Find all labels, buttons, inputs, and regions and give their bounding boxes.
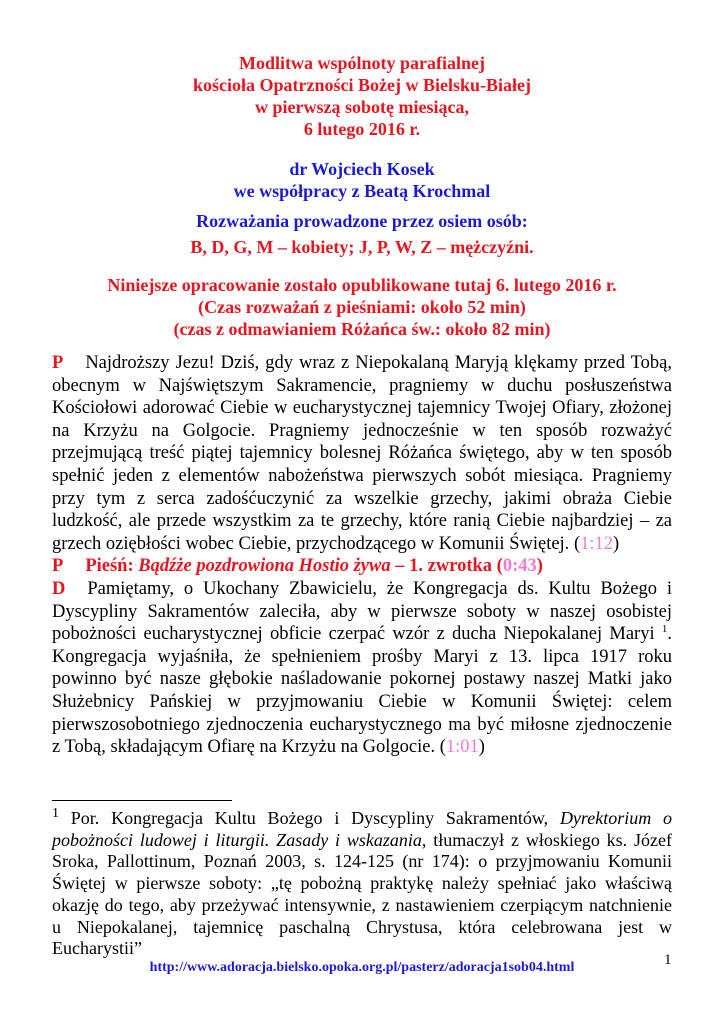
title-line-3: w pierwszą sobotę miesiąca, bbox=[255, 97, 469, 117]
footer-url-link[interactable]: http://www.adoracja.bielsko.opoka.org.pl/pasterz/adoracja1sob04.html bbox=[149, 960, 575, 975]
body-text bbox=[52, 352, 672, 759]
song-prefix: Pieśń: bbox=[85, 556, 134, 577]
song-suffix: – 1. zwrotka bbox=[395, 556, 493, 577]
publication-line-1: Niniejsze opracowanie zostało opublikowane tutaj 6. lutego 2016 r. bbox=[107, 275, 617, 295]
paragraph-text-a: Pamiętamy, o Ukochany Zbawicielu, że Kongregacja ds. Kultu Bożego i Dyscypliny Sakramentów zaleciła, aby w pierwsze soboty w naszej osobistej pobożności eucharystycznej obficie czerpać wzór z ducha Niepokalanej Maryi bbox=[52, 578, 672, 645]
paragraph-text: Najdroższy Jezu! Dziś, gdy wraz z Niepokalaną Maryją klękamy przed Tobą, obecnym w Najświętszym Sakramencie, pragniemy w duchu posłuszeństwa Kościołowi adorować Ciebie w eucharystycznej tajemnicy Twojej Ofiary, złożonej na Krzyżu na Golgocie. Pragniemy jednocześnie w ten sposób rozważyć przejmującą treść piątej tajemnicy bolesnej Różańca świętego, aby w ten sposób spełnić jeden z elementów nabożeństwa pierwszych sobót miesiąca. Pragniemy przy tym z serca zadośćuczynić za wszelkie grzechy, jakimi obraża Ciebie ludzkość, ale przede wszystkim za te grzechy, które ranią Ciebie najbardziej – za grzech oziębłości wobec Ciebie, przychodzącego w Komunii Świętej. bbox=[52, 353, 672, 554]
publication-info bbox=[40, 274, 684, 340]
footnote-text-a: Por. Kongregacja Kultu Bożego i Dyscypliny Sakramentów, bbox=[70, 808, 549, 828]
paragraph-text-b: . Kongregacja wyjaśniła, że spełnieniem prośby Maryi z 13. lipca 1917 roku powinno być nasze głębokie naśladowanie pokornej postawy naszej Matki jako Służebnicy Pańskiej w przyjmowaniu Ciebie w Komunii Świętej: celem pierwszosobotniego zjednoczenia eucharystycznego ma być miłosne zjednoczenie z Tobą, składającym Ofiarę na Krzyżu na Golgocie. bbox=[52, 624, 673, 758]
author-block bbox=[40, 158, 684, 202]
footnote-mark: 1 bbox=[52, 806, 59, 821]
paragraph-d: D Pamiętamy, o Ukochany Zbawicielu, że Kongregacja ds. Kultu Bożego i Dyscypliny Sakramentów zaleciła, aby w pierwsze soboty w naszej osobistej pobożności eucharystycznej obficie czerpać wzór z ducha Niepokalanej Maryi $^1$. Kongregacja wyjaśniła, że spełnieniem prośby Maryi z 13. lipca 1917 roku powinno być nasze głębokie naśladowanie pokornej postawy naszej Matki jako Służebnicy Pańskiej w przyjmowaniu Ciebie w Komunii Świętej: celem pierwszosobotniego zjednoczenia eucharystycznego ma być miłosne zjednoczenie z Tobą, składającym Ofiarę na Krzyżu na Golgocie. (1:01) bbox=[52, 578, 673, 758]
footnote bbox=[52, 808, 672, 960]
paragraph-song: P Pieśń: Bądźże pozdrowiona Hostio żywa – 1. zwrotka (0:43) bbox=[52, 556, 543, 577]
footnote-italic-title: Dyrektorium o pobożności ludowej i liturgii. Zasady i wskazania bbox=[52, 808, 673, 850]
footnote-reference[interactable]: 1 bbox=[661, 622, 668, 635]
readers-info bbox=[40, 210, 684, 258]
speaker-label: D bbox=[52, 578, 66, 599]
title-line-4: 6 lutego 2016 r. bbox=[303, 119, 421, 139]
speaker-label: P bbox=[52, 556, 64, 577]
paragraph-p1: P Najdroższy Jezu! Dziś, gdy wraz z Niepokalaną Maryją klękamy przed Tobą, obecnym w Najświętszym Sakramencie, pragniemy w duchu posłuszeństwa Kościołowi adorować Ciebie w eucharystycznej tajemnicy Twojej Ofiary, złożonej na Krzyżu na Golgocie. Pragniemy jednocześnie w ten sposób rozważyć przejmującą treść piątej tajemnicy bolesnej Różańca świętego, aby w ten sposób spełnić jeden z elementów nabożeństwa pierwszych sobót miesiąca. Pragniemy przy tym z serca zadośćuczynić za wszelkie grzechy, jakimi obraża Ciebie ludzkość, ale przede wszystkim za te grzechy, które ranią Ciebie najbardziej – za grzech oziębłości wobec Ciebie, przychodzącego w Komunii Świętej. (1:12) bbox=[52, 353, 672, 554]
document-title bbox=[40, 52, 684, 140]
publication-line-3: (czas z odmawianiem Różańca św.: około 82 min) bbox=[173, 319, 551, 339]
footnote-text-b: , tłumaczył z włoskiego ks. Józef Sroka, Pallottinum, Poznań 2003, s. 124-125 (nr 174): o przyjmowaniu Komunii Świętej w pierwsze soboty: „tę pobożną praktykę należy spełniać jako właściwą okazję do tego, aby przeżywać intensywnie, z nastawieniem czerpiącym natchnienie u Niepokalanej, tajemnicę paschalną Chrystusa, która celebrowana jest w Eucharystii” bbox=[52, 829, 672, 959]
time-marker: 1:01 bbox=[445, 737, 479, 758]
speaker-label: P bbox=[52, 353, 64, 373]
publication-line-2: (Czas rozważań z pieśniami: około 52 min) bbox=[198, 297, 526, 317]
footnote-divider bbox=[52, 800, 232, 801]
title-line-2: kościoła Opatrzności Bożej w Bielsku-Białej bbox=[193, 75, 531, 95]
readers-info-line-2: B, D, G, M – kobiety; J, P, W, Z – mężczyźni. bbox=[190, 237, 534, 257]
page-number: 1 bbox=[664, 952, 672, 968]
song-title: Bądźże pozdrowiona Hostio żywa bbox=[138, 556, 391, 577]
time-marker: 1:12 bbox=[580, 533, 613, 554]
title-line-1: Modlitwa wspólnoty parafialnej bbox=[238, 53, 485, 73]
time-marker: 0:43 bbox=[502, 556, 537, 577]
author-line-2: we współpracy z Beatą Krochmal bbox=[233, 181, 491, 201]
readers-info-line-1: Rozważania prowadzone przez osiem osób: bbox=[196, 211, 528, 231]
author-line-1: dr Wojciech Kosek bbox=[289, 159, 435, 179]
